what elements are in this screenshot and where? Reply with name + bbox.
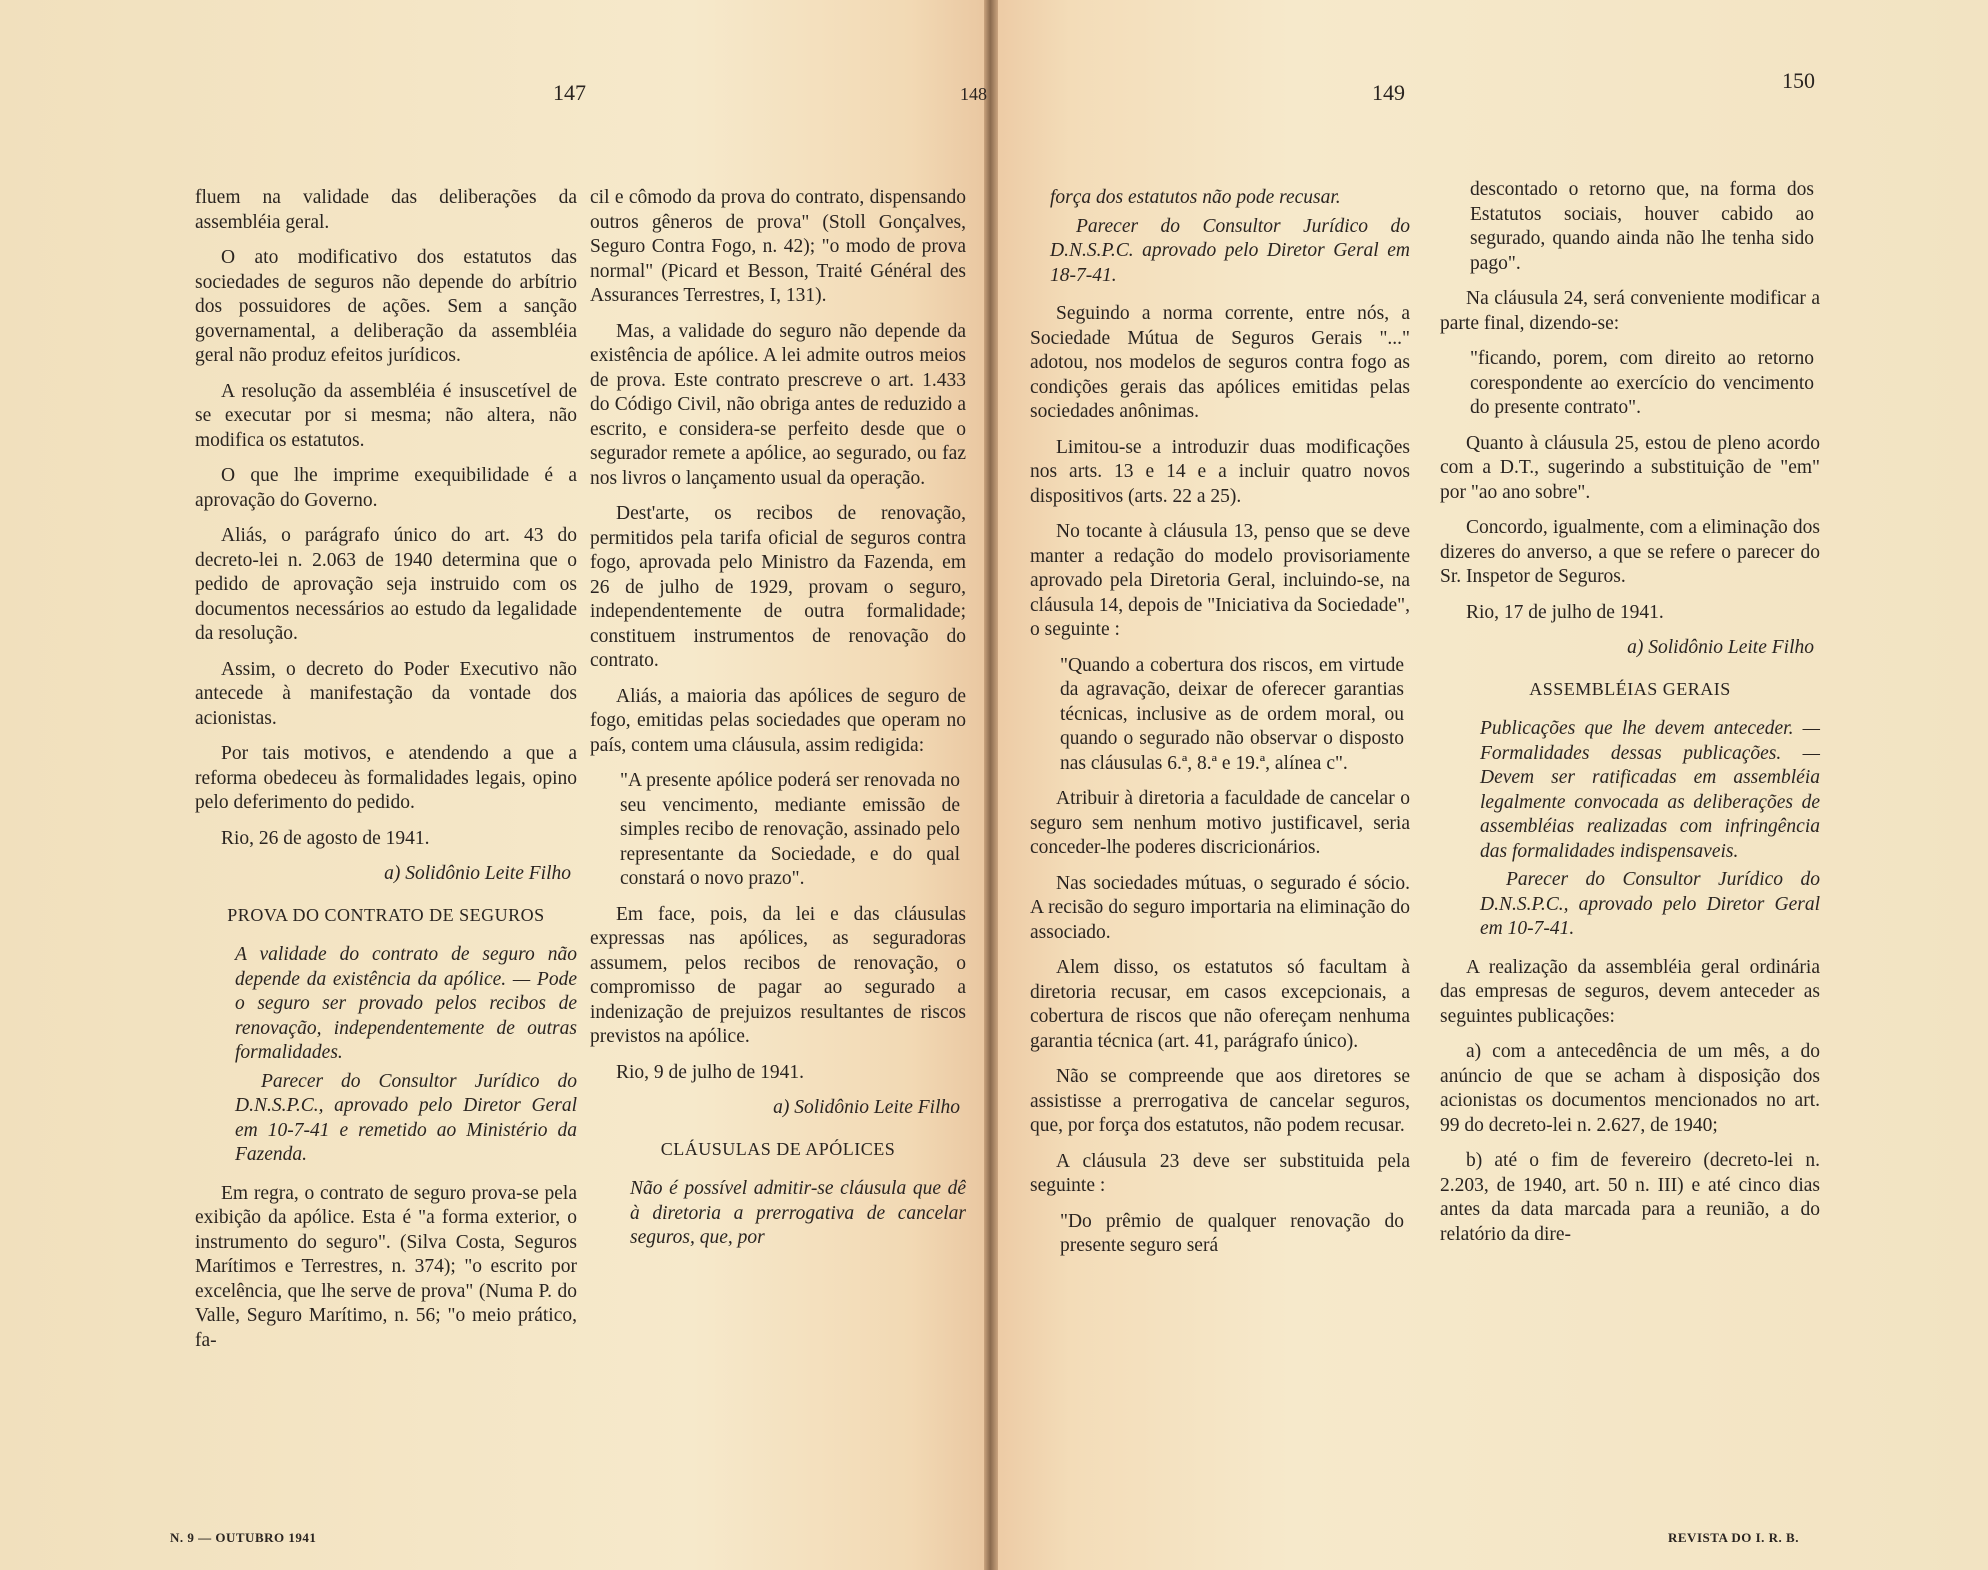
paragraph: O que lhe imprime exequibilidade é a aprovação do Governo. xyxy=(195,465,577,511)
signature: a) Solidônio Leite Filho xyxy=(384,863,571,884)
paragraph: Seguindo a norma corrente, entre nós, a Sociedade Mútua de Seguros Gerais "..." adotou, nos modelos de seguros contra fogo as condições gerais das apólices emitidas pelas sociedades anônimas. xyxy=(1030,303,1410,422)
list-item: a) com a antecedência de um mês, a do anúncio de que se acham à disposição dos acionistas os documentos mencionados no art. 99 do decreto-lei n. 2.627, de 1940; xyxy=(1440,1041,1820,1136)
paragraph: A cláusula 23 deve ser substituida pela seguinte : xyxy=(1030,1150,1410,1196)
paragraph: Em regra, o contrato de seguro prova-se pela exibição da apólice. Esta é "a forma exterior, o instrumento do seguro". (Silva Costa, Seguros Marítimos e Terrestres, n. 374); "o escrito por excelência, que lhe serve de prova" (Numa P. do Valle, Seguro Marítimo, n. 56; "o meio prático, fa- xyxy=(195,1182,577,1351)
list-item: b) até o fim de fevereiro (decreto-lei n. 2.203, de 1940, art. 50 n. III) e até cinco dias antes da data marcada para a reunião, a do relatório da dire- xyxy=(1440,1150,1820,1245)
paragraph: O ato modificativo dos estatutos das sociedades de seguros não depende do arbítrio dos possuidores de ações. Sem a sanção governamental, a deliberação da assembléia geral não produz efeitos jurídicos. xyxy=(195,247,577,366)
paragraph: Limitou-se a introduzir duas modificações nos arts. 13 e 14 e a incluir quatro novos dispositivos (arts. 22 a 25). xyxy=(1030,436,1410,507)
section-opinion-note: Parecer do Consultor Jurídico do D.N.S.P.C., aprovado pelo Diretor Geral em 10-7-41. xyxy=(1480,869,1820,939)
column-3 xyxy=(1030,186,1410,1270)
section-summary: A validade do contrato de seguro não depende da existência da apólice. — Pode o seguro ser provado pelos recibos de renovação, independentemente de outras formalidades. xyxy=(235,944,577,1063)
paragraph: Concordo, igualmente, com a eliminação dos dizeres do anverso, a que se refere o parecer do Sr. Inspetor de Seguros. xyxy=(1440,517,1820,587)
column-2 xyxy=(590,186,966,1255)
paragraph: Alem disso, os estatutos só facultam à diretoria recusar, em casos excepcionais, a cobertura de riscos que não ofereçam nenhuma garantia técnica (art. 41, parágrafo único). xyxy=(1030,957,1410,1052)
column-4 xyxy=(1440,178,1820,1258)
section-opinion-note: Parecer do Consultor Jurídico do D.N.S.P.C., aprovado pelo Diretor Geral em 10-7-41 e remetido ao Ministério da Fazenda. xyxy=(235,1070,577,1165)
quoted-clause: "Do prêmio de qualquer renovação do presente seguro será xyxy=(1060,1210,1404,1256)
column-1 xyxy=(195,186,577,1364)
section-heading: ASSEMBLÉIAS GERAIS xyxy=(1529,678,1731,699)
paragraph: Aliás, o parágrafo único do art. 43 do decreto-lei n. 2.063 de 1940 determina que o pedido de aprovação seja instruido com os documentos necessários ao estudo da legalidade da resolução. xyxy=(195,525,577,644)
book-gutter xyxy=(984,0,998,1570)
paragraph: Por tais motivos, e atendendo a que a reforma obedeceu às formalidades legais, opino pelo deferimento do pedido. xyxy=(195,743,577,813)
paragraph: Aliás, a maioria das apólices de seguro de fogo, emitidas pelas sociedades que operam no país, contem uma cláusula, assim redigida: xyxy=(590,685,966,756)
section-heading: PROVA DO CONTRATO DE SEGUROS xyxy=(227,904,545,925)
quoted-clause: "ficando, porem, com direito ao retorno corespondente ao exercício do vencimento do presente contrato". xyxy=(1470,348,1814,418)
paragraph: Quanto à cláusula 25, estou de pleno acordo com a D.T., sugerindo a substituição de "em" por "ao ano sobre". xyxy=(1440,432,1820,503)
paragraph: Mas, a validade do seguro não depende da existência de apólice. A lei admite outros meios de prova. Este contrato prescreve o art. 1.433 do Código Civil, não obriga antes de reduzido a escrito, e considera-se perfeito desde que o segurador remete a apólice, ao segurado, ou faz nos livros o lançamento usual da operação. xyxy=(590,320,966,489)
page-number-147: 147 xyxy=(553,80,586,105)
paragraph: Na cláusula 24, será conveniente modificar a parte final, dizendo-se: xyxy=(1440,288,1820,334)
paragraph: Não se compreende que aos diretores se assistisse a prerrogativa de cancelar seguros, que, por força dos estatutos, não podem recusar. xyxy=(1030,1066,1410,1136)
section-opinion-note: Parecer do Consultor Jurídico do D.N.S.P.C. aprovado pelo Diretor Geral em 18-7-41. xyxy=(1050,215,1410,286)
page-number-150: 150 xyxy=(1782,68,1815,93)
section-heading: CLÁUSULAS DE APÓLICES xyxy=(660,1138,896,1159)
section-summary: Publicações que lhe devem anteceder. — Formalidades dessas publicações. — Devem ser ratificadas em assembléia legalmente convocada as deliberações de assembléias realizadas com infringência das formalidades indispensaveis. xyxy=(1480,718,1820,862)
section-summary-end: força dos estatutos não pode recusar. xyxy=(1050,187,1341,208)
paragraph: Em face, pois, da lei e das cláusulas expressas nas apólices, as seguradoras assumem, pelos recibos de renovação, o compromisso de pagar ao segurado a indenização de prejuizos resultantes de riscos previstos na apólice. xyxy=(590,903,966,1047)
quoted-clause: descontado o retorno que, na forma dos Estatutos sociais, houver cabido ao segurado, quando ainda não lhe tenha sido pago". xyxy=(1470,179,1814,274)
date-line: Rio, 9 de julho de 1941. xyxy=(616,1061,804,1083)
paragraph: Assim, o decreto do Poder Executivo não antecede à manifestação da vontade dos acionistas. xyxy=(195,658,577,729)
footer-journal: REVISTA DO I. R. B. xyxy=(1668,1530,1799,1545)
footer-issue: N. 9 — OUTUBRO 1941 xyxy=(170,1530,317,1545)
paragraph: cil e cômodo da prova do contrato, dispensando outros gêneros de prova" (Stoll Gonçalves, Seguro Contra Fogo, n. 42); "o modo de prova normal" (Picard et Besson, Traité Général des Assurances Terrestres, I, 131). xyxy=(590,187,966,306)
quoted-clause: "Quando a cobertura dos riscos, em virtude da agravação, deixar de oferecer garantias técnicas, inclusive as de ordem moral, ou quando o segurado não observar o disposto nas cláusulas 6.ª, 8.ª e 19.ª, alínea c". xyxy=(1060,654,1404,774)
paragraph: Dest'arte, os recibos de renovação, permitidos pela tarifa oficial de seguros contra fogo, aprovada pelo Ministro da Fazenda, em 26 de julho de 1929, provam o seguro, independentemente de outra formalidade; constituem instrumentos de renovação do contrato. xyxy=(590,503,966,671)
date-line: Rio, 17 de julho de 1941. xyxy=(1466,601,1664,623)
paragraph: A realização da assembléia geral ordinária das empresas de seguros, devem anteceder as seguintes publicações: xyxy=(1440,956,1820,1027)
signature: a) Solidônio Leite Filho xyxy=(773,1097,960,1118)
paragraph: Atribuir à diretoria a faculdade de cancelar o seguro sem nenhum motivo justificavel, seria conceder-lhe poderes discricionários. xyxy=(1030,788,1410,858)
page-number-148: 148 xyxy=(960,84,987,104)
section-summary: Não é possível admitir-se cláusula que dê à diretoria a prerrogativa de cancelar seguros, que, por xyxy=(630,1178,966,1248)
paragraph: No tocante à cláusula 13, penso que se deve manter a redação do modelo provisoriamente aprovado pela Diretoria Geral, incluindo-se, na cláusula 14, depois de "Iniciativa da Sociedade", o seguinte : xyxy=(1030,521,1410,640)
quoted-clause: "A presente apólice poderá ser renovada no seu vencimento, mediante emissão de simples recibo de renovação, assinado pelo representante da Sociedade, e do qual constará o novo prazo". xyxy=(620,770,960,889)
paragraph: fluem na validade das deliberações da assembléia geral. xyxy=(195,187,577,233)
signature: a) Solidônio Leite Filho xyxy=(1627,637,1814,658)
page-number-149: 149 xyxy=(1372,80,1405,105)
date-line: Rio, 26 de agosto de 1941. xyxy=(221,827,430,849)
paragraph: Nas sociedades mútuas, o segurado é sócio. A recisão do seguro importaria na eliminação do associado. xyxy=(1030,872,1410,943)
paragraph: A resolução da assembléia é insuscetível de se executar por si mesma; não altera, não modifica os estatutos. xyxy=(195,380,577,451)
